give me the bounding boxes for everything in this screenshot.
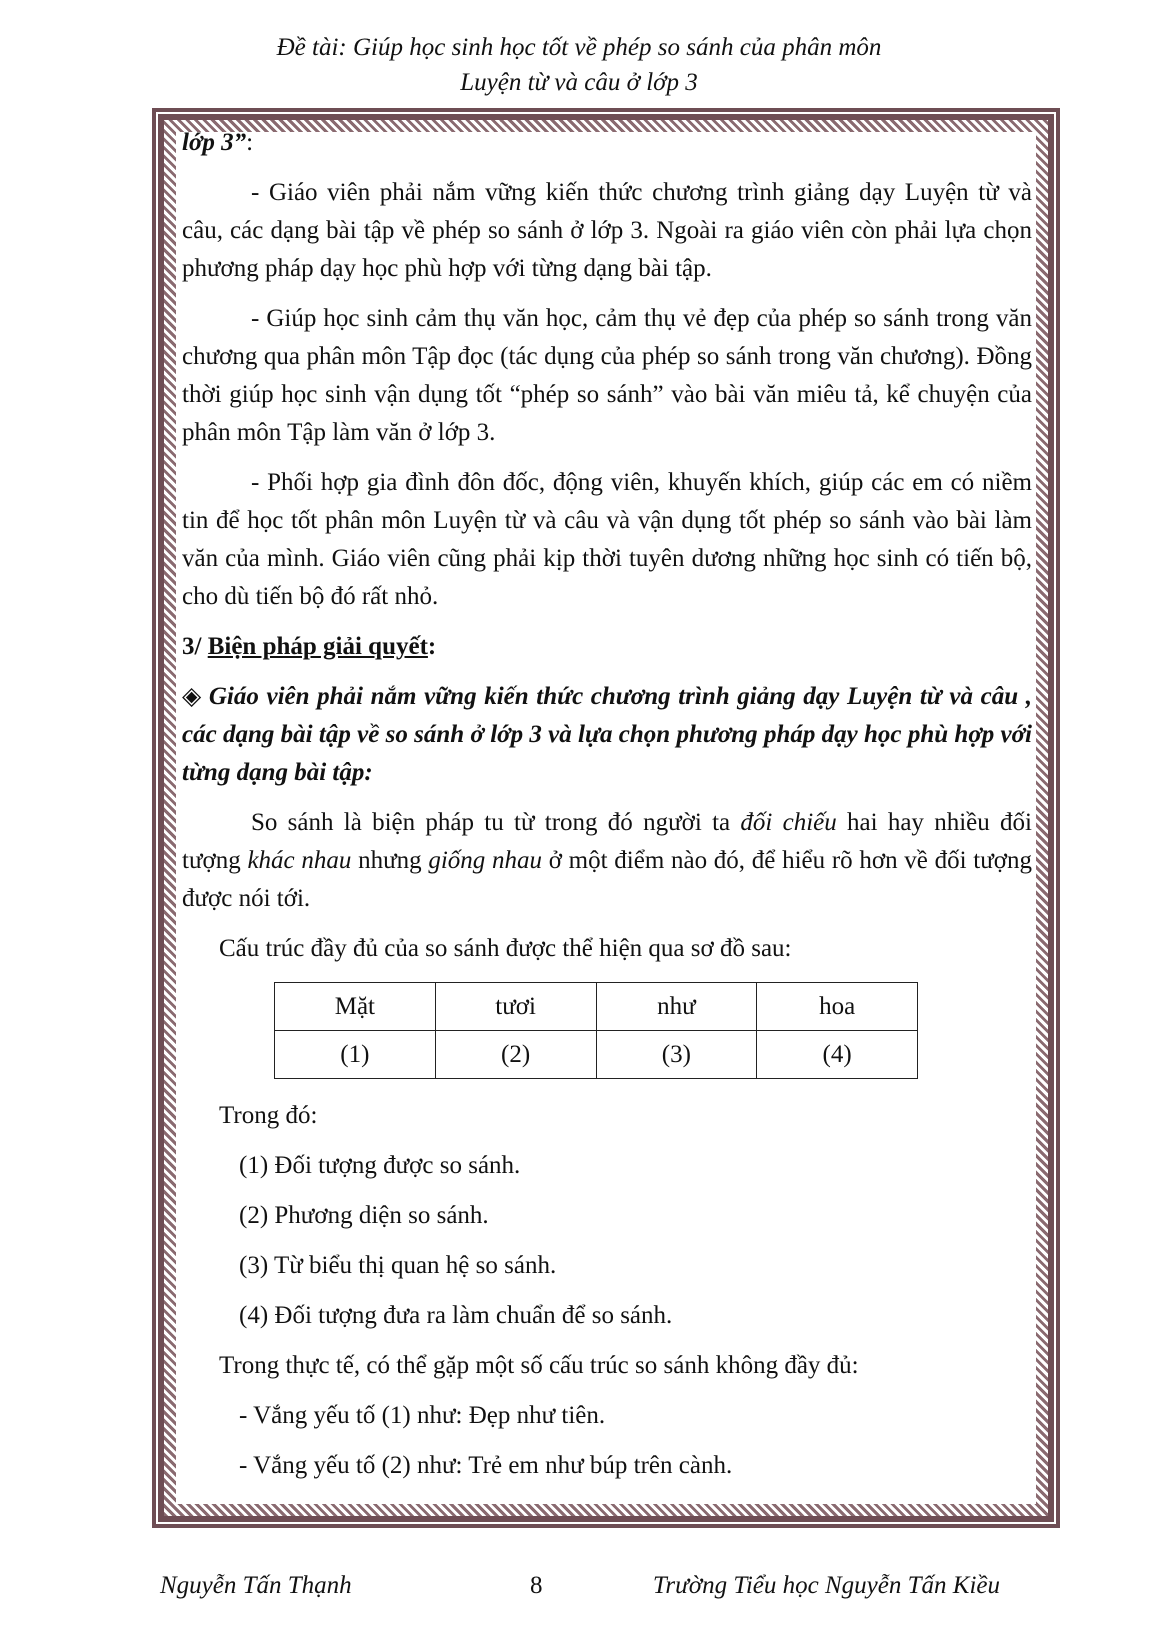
- footer-school: Trường Tiểu học Nguyễn Tấn Kiều: [652, 1572, 1000, 1599]
- table-cell: như: [596, 983, 757, 1031]
- def-term-doi-chieu: đối chiếu: [740, 809, 837, 836]
- page-footer: [160, 1572, 1000, 1608]
- table-row: [275, 983, 918, 1031]
- table-cell: (2): [435, 1031, 596, 1079]
- table-cell: Mặt: [275, 983, 436, 1031]
- def-text-g: ở một điểm nào đó, để hiểu rõ hơn về đối tượng được nói tới.: [182, 847, 1032, 912]
- section-number: 3/: [182, 633, 208, 660]
- comparison-structure-table: [274, 982, 918, 1079]
- table-cell: tươi: [435, 983, 596, 1031]
- def-text-a: So sánh là biện pháp tu từ trong đó người ta: [251, 809, 741, 836]
- page-content: [182, 124, 1032, 1485]
- footer-author: Nguyễn Tấn Thạnh: [160, 1572, 352, 1599]
- sub-heading-text: Giáo viên phải nắm vững kiến thức chương trình giảng dạy Luyện từ và câu , các dạng bài tập về so sánh ở lớp 3 và lựa chọn phương pháp dạy học phù hợp với từng dạng bài tập:: [182, 683, 1032, 786]
- sub-heading: [182, 678, 1032, 792]
- page-header: [0, 30, 1158, 100]
- definition-paragraph: [182, 804, 1032, 918]
- table-cell: (1): [275, 1031, 436, 1079]
- continuation-text: lớp 3”: [182, 129, 247, 156]
- list-item: - Vắng yếu tố (1) như: Đẹp như tiên.: [239, 1402, 606, 1429]
- section-heading: [182, 628, 1032, 666]
- def-term-giong-nhau: giống nhau: [428, 847, 543, 874]
- section-colon: :: [427, 633, 437, 660]
- trong-do-label: Trong đó:: [219, 1102, 318, 1129]
- def-text-e: nhưng: [351, 847, 429, 874]
- structure-intro: Cấu trúc đầy đủ của so sánh được thể hiện qua sơ đồ sau:: [219, 935, 792, 962]
- list-item: (1) Đối tượng được so sánh.: [239, 1152, 521, 1179]
- list-item: (3) Từ biểu thị quan hệ so sánh.: [239, 1252, 557, 1279]
- table-cell: hoa: [757, 983, 918, 1031]
- header-line-1: Đề tài: Giúp học sinh học tốt về phép so sánh của phân môn: [276, 34, 882, 61]
- page-number: 8: [530, 1572, 543, 1599]
- continuation-colon: :: [246, 129, 254, 156]
- list-item: (4) Đối tượng đưa ra làm chuẩn để so sánh.: [239, 1302, 673, 1329]
- continuation-line: [182, 124, 1032, 162]
- header-line-2: Luyện từ và câu ở lớp 3: [460, 69, 698, 96]
- table-cell: (4): [757, 1031, 918, 1079]
- incomplete-intro: Trong thực tế, có thể gặp một số cấu trúc so sánh không đầy đủ:: [219, 1352, 859, 1379]
- paragraph-2: - Giúp học sinh cảm thụ văn học, cảm thụ vẻ đẹp của phép so sánh trong văn chương qua phân môn Tập đọc (tác dụng của phép so sánh trong văn chương). Đồng thời giúp học sinh vận dụng tốt “phép so sánh” vào bài văn miêu tả, kể chuyện của phân môn Tập làm văn ở lớp 3.: [182, 305, 1032, 446]
- paragraph-1: - Giáo viên phải nắm vững kiến thức chương trình giảng dạy Luyện từ và câu, các dạng bài tập về phép so sánh ở lớp 3. Ngoài ra giáo viên còn phải lựa chọn phương pháp dạy học phù hợp với từng dạng bài tập.: [182, 179, 1032, 282]
- paragraph-3: - Phối hợp gia đình đôn đốc, động viên, khuyến khích, giúp các em có niềm tin để học tốt phân môn Luyện từ và câu và vận dụng tốt phép so sánh vào bài làm văn của mình. Giáo viên cũng phải kịp thời tuyên dương những học sinh có tiến bộ, cho dù tiến bộ đó rất nhỏ.: [182, 469, 1032, 610]
- def-text-c: hai hay nhiều đối tượng: [182, 809, 1032, 874]
- list-item: (2) Phương diện so sánh.: [239, 1202, 489, 1229]
- table-cell: (3): [596, 1031, 757, 1079]
- table-row: [275, 1031, 918, 1079]
- diamond-bullet-icon: ◈: [182, 683, 202, 710]
- def-term-khac-nhau: khác nhau: [247, 847, 352, 874]
- list-item: - Vắng yếu tố (2) như: Trẻ em như búp trên cành.: [239, 1452, 733, 1479]
- section-title: Biện pháp giải quyết: [207, 633, 428, 660]
